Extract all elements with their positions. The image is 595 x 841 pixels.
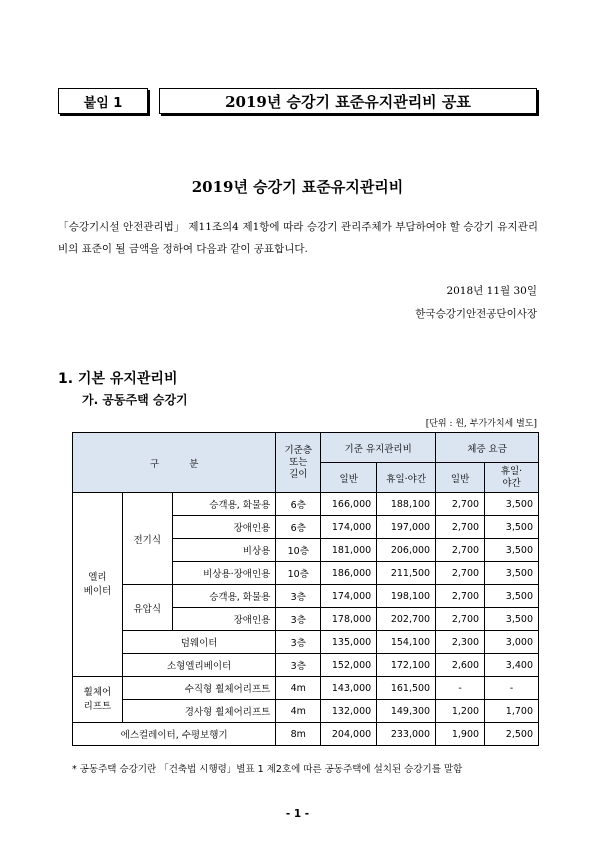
header-category: 구 분 [73,433,276,493]
row-inc-holiday: 3,500 [485,516,539,539]
row-type: 덤웨이터 [122,631,275,654]
row-inc-general: 2,600 [436,654,485,677]
row-type: 경사형 휠체어리프트 [122,700,275,723]
header-holiday-night: 휴일·야간 [377,463,436,493]
row-base: 3층 [276,631,321,654]
row-base: 10층 [276,562,321,585]
row-type: 수직형 휠체어리프트 [122,677,275,700]
row-general: 152,000 [321,654,377,677]
row-inc-holiday: - [485,677,539,700]
maintenance-fee-table [72,432,539,746]
row-holiday: 154,100 [377,631,436,654]
row-inc-general: 1,200 [436,700,485,723]
table-row [73,493,539,516]
row-general: 186,000 [321,562,377,585]
row-inc-general: 2,700 [436,562,485,585]
row-holiday: 188,100 [377,493,436,516]
intro-paragraph: 「승강기시설 안전관리법」 제11조의4 제1항에 따라 승강기 관리주체가 부담하여야 할 승강기 유지관리비의 표준이 될 금액을 정하여 다음과 같이 공표합니다. [58,221,538,255]
document-title: 2019년 승강기 표준유지관리비 [191,178,404,196]
row-general: 178,000 [321,608,377,631]
row-general: 174,000 [321,516,377,539]
row-base: 8m [276,723,321,746]
group-elevator: 엘리 베이터 [73,493,123,677]
header-general-increment: 일반 [436,463,485,493]
row-inc-general: 2,300 [436,631,485,654]
row-holiday: 211,500 [377,562,436,585]
row-type: 소형엘리베이터 [122,654,275,677]
row-general: 174,000 [321,585,377,608]
row-holiday: 149,300 [377,700,436,723]
header-base-floors: 기준층 또는 길이 [276,433,321,493]
table-row [73,723,539,746]
attachment-label: 붙임 1 [58,88,148,114]
row-inc-general: 2,700 [436,539,485,562]
row-inc-general: 1,900 [436,723,485,746]
row-holiday: 233,000 [377,723,436,746]
table-row [73,677,539,700]
header-increment-fee: 체증 요금 [436,433,539,463]
table-row [73,700,539,723]
page-number: - 1 - [285,808,310,820]
row-inc-holiday: 3,500 [485,608,539,631]
row-base: 3층 [276,654,321,677]
row-holiday: 202,700 [377,608,436,631]
section-subheading: 가. 공동주택 승강기 [82,393,188,407]
row-base: 10층 [276,539,321,562]
header-base-fee: 기준 유지관리비 [321,433,436,463]
row-holiday: 198,100 [377,585,436,608]
row-type: 승객용, 화물용 [172,493,276,516]
row-inc-general: 2,700 [436,585,485,608]
header-general: 일반 [321,463,377,493]
row-general: 132,000 [321,700,377,723]
group-wheelchair-lift: 휠체어 리프트 [73,677,123,723]
row-base: 4m [276,700,321,723]
row-holiday: 206,000 [377,539,436,562]
row-inc-holiday: 1,700 [485,700,539,723]
table-row [73,654,539,677]
row-type: 장애인용 [172,608,276,631]
row-base: 3층 [276,585,321,608]
announcement-date: 2018년 11월 30일 [446,285,537,297]
row-base: 4m [276,677,321,700]
row-inc-general: 2,700 [436,516,485,539]
row-base: 3층 [276,608,321,631]
row-type: 장애인용 [172,516,276,539]
table-row [73,585,539,608]
row-inc-general: - [436,677,485,700]
row-holiday: 172,100 [377,654,436,677]
row-inc-general: 2,700 [436,493,485,516]
header-holiday-night-increment: 휴일· 야간 [485,463,539,493]
issuer-name: 한국승강기안전공단이사장 [415,308,537,320]
unit-note: [단위 : 원, 부가가치세 별도] [425,419,537,429]
row-inc-general: 2,700 [436,608,485,631]
row-general: 181,000 [321,539,377,562]
group-electric: 전기식 [122,493,172,585]
row-base: 6층 [276,516,321,539]
group-hydraulic: 유압식 [122,585,172,631]
row-inc-holiday: 3,400 [485,654,539,677]
row-base: 6층 [276,493,321,516]
row-type: 비상용 [172,539,276,562]
row-inc-holiday: 3,000 [485,631,539,654]
row-general: 135,000 [321,631,377,654]
row-general: 166,000 [321,493,377,516]
row-general: 204,000 [321,723,377,746]
row-inc-holiday: 3,500 [485,562,539,585]
row-inc-holiday: 3,500 [485,539,539,562]
row-inc-holiday: 3,500 [485,585,539,608]
row-type: 승객용, 화물용 [172,585,276,608]
row-inc-holiday: 3,500 [485,493,539,516]
row-holiday: 161,500 [377,677,436,700]
row-inc-holiday: 2,500 [485,723,539,746]
row-type: 에스컬레이터, 수평보행기 [73,723,276,746]
header-title: 2019년 승강기 표준유지관리비 공표 [159,88,537,114]
footnote: * 공동주택 승강기란 「건축법 시행령」별표 1 제2호에 따른 공동주택에 설치된 승강기를 말함 [72,764,463,775]
row-holiday: 197,000 [377,516,436,539]
row-type: 비상용·장애인용 [172,562,276,585]
table-row [73,631,539,654]
row-general: 143,000 [321,677,377,700]
section-heading: 1. 기본 유지관리비 [58,371,178,387]
